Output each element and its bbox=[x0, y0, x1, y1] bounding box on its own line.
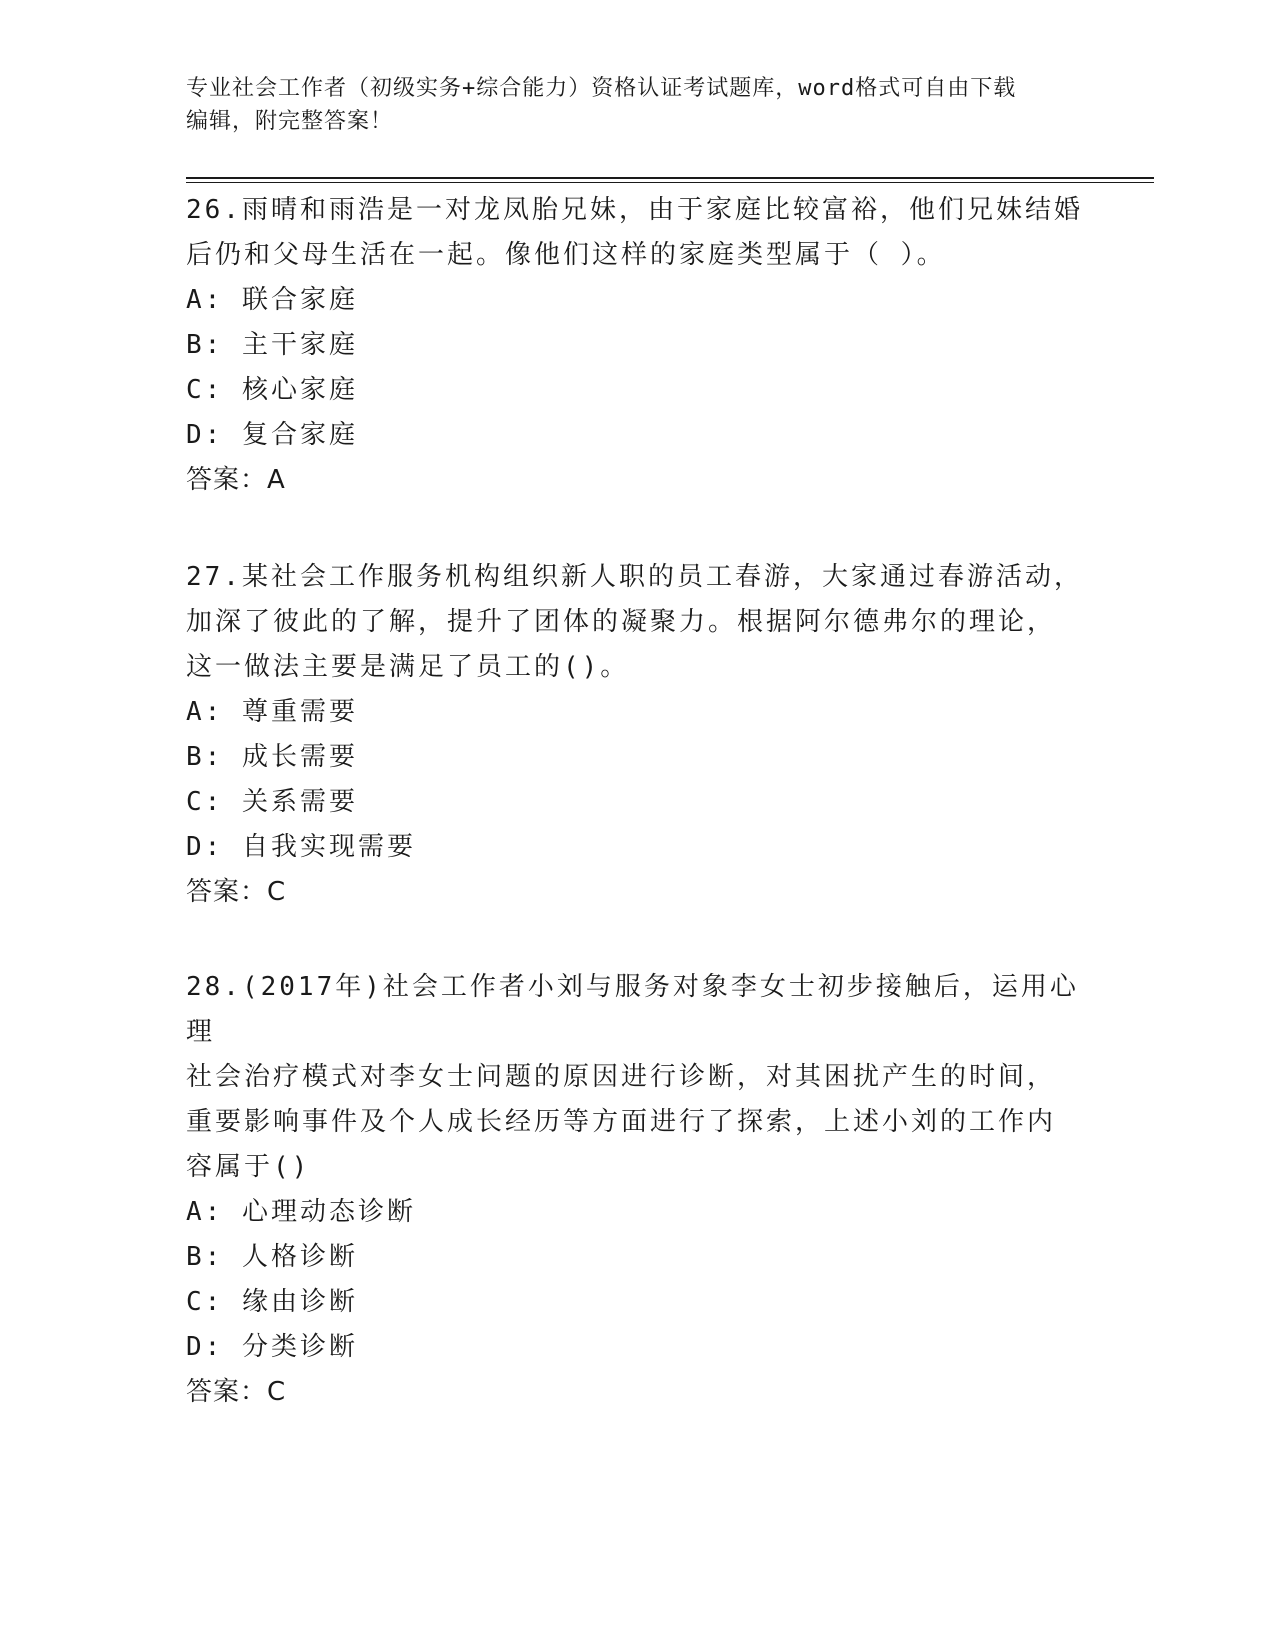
question-28 bbox=[186, 965, 1086, 1415]
question-text-line: 28.(2017年)社会工作者小刘与服务对象李女士初步接触后，运用心理 bbox=[186, 972, 1079, 1047]
document-header bbox=[186, 72, 1086, 138]
option-d: D: 自我实现需要 bbox=[186, 832, 416, 862]
header-divider-thick bbox=[186, 177, 1154, 179]
option-a: A: 联合家庭 bbox=[186, 285, 358, 315]
header-line-1: 专业社会工作者（初级实务+综合能力）资格认证考试题库，word格式可自由下载 bbox=[186, 76, 1017, 101]
question-text-line: 重要影响事件及个人成长经历等方面进行了探索，上述小刘的工作内 bbox=[186, 1107, 1057, 1137]
option-a: A: 心理动态诊断 bbox=[186, 1197, 416, 1227]
question-text-line: 容属于() bbox=[186, 1152, 311, 1182]
option-d: D: 分类诊断 bbox=[186, 1332, 358, 1362]
header-line-2: 编辑，附完整答案！ bbox=[186, 109, 394, 134]
question-text-line: 加深了彼此的了解，提升了团体的凝聚力。根据阿尔德弗尔的理论， bbox=[186, 607, 1057, 637]
question-26 bbox=[186, 188, 1086, 503]
option-d: D: 复合家庭 bbox=[186, 420, 358, 450]
option-c: C: 核心家庭 bbox=[186, 375, 358, 405]
question-27 bbox=[186, 555, 1086, 915]
question-text-line: 26.雨晴和雨浩是一对龙凤胎兄妹，由于家庭比较富裕，他们兄妹结婚 bbox=[186, 195, 1083, 225]
option-c: C: 关系需要 bbox=[186, 787, 358, 817]
question-text-line: 27.某社会工作服务机构组织新人职的员工春游，大家通过春游活动， bbox=[186, 562, 1083, 592]
question-text-line: 这一做法主要是满足了员工的()。 bbox=[186, 652, 630, 682]
question-text-line: 社会治疗模式对李女士问题的原因进行诊断，对其困扰产生的时间， bbox=[186, 1062, 1057, 1092]
header-divider-thin bbox=[186, 182, 1154, 183]
answer: 答案：C bbox=[186, 1377, 287, 1407]
option-b: B: 主干家庭 bbox=[186, 330, 358, 360]
answer: 答案：C bbox=[186, 877, 287, 907]
option-b: B: 人格诊断 bbox=[186, 1242, 358, 1272]
question-text-line: 后仍和父母生活在一起。像他们这样的家庭类型属于（ ）。 bbox=[186, 240, 946, 270]
option-b: B: 成长需要 bbox=[186, 742, 358, 772]
option-c: C: 缘由诊断 bbox=[186, 1287, 358, 1317]
option-a: A: 尊重需要 bbox=[186, 697, 358, 727]
answer: 答案：A bbox=[186, 465, 286, 495]
